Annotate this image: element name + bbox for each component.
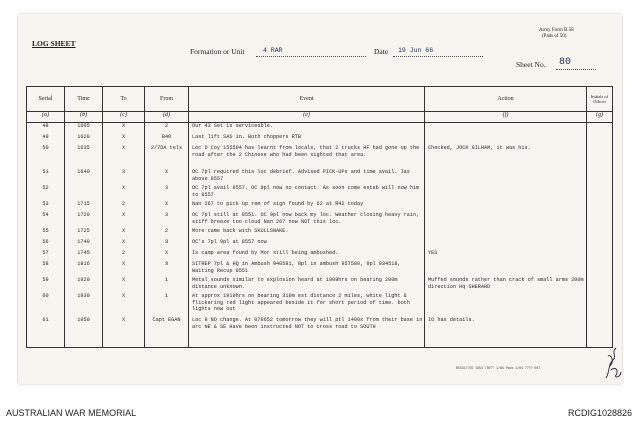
- formation-underline: [256, 56, 366, 57]
- header-row: [27, 87, 613, 112]
- initials-cell: [587, 228, 613, 239]
- serial-cell: 52: [27, 185, 65, 201]
- action-cell: Muffed sounds rather than crack of small arms 200m direction Hq SHERARD: [425, 277, 587, 293]
- event-cell: OC's 7pl 9pl at 8557 now: [189, 239, 425, 250]
- log-row: [27, 123, 613, 135]
- time-cell: 1740: [65, 239, 103, 250]
- to-cell: X: [103, 134, 145, 145]
- serial-cell: 54: [27, 212, 65, 228]
- time-cell: 1950: [65, 317, 103, 343]
- to-cell: X: [103, 239, 145, 250]
- initials-cell: [587, 293, 613, 317]
- time-cell: 1725: [65, 228, 103, 239]
- action-cell: [425, 293, 587, 317]
- to-cell: 3: [103, 169, 145, 185]
- to-cell: X: [103, 317, 145, 343]
- letter-g: (g): [587, 112, 613, 123]
- log-row: [27, 261, 613, 277]
- bottom-cell: [425, 343, 587, 348]
- letter-c: (c): [103, 112, 145, 123]
- to-cell: X: [103, 145, 145, 169]
- letter-b: (b): [65, 112, 103, 123]
- time-cell: 1816: [65, 261, 103, 277]
- log-row: [27, 212, 613, 228]
- serial-cell: 51: [27, 169, 65, 185]
- action-cell: [425, 169, 587, 185]
- action-cell: [425, 261, 587, 277]
- header-serial: Serial: [27, 87, 65, 112]
- time-cell: 1715: [65, 201, 103, 212]
- bottom-cell: [145, 343, 189, 348]
- army-form-label: Army Form B.58: [539, 28, 574, 33]
- to-cell: X: [103, 185, 145, 201]
- from-cell: 3: [145, 212, 189, 228]
- formation-label: Formation or Unit: [190, 47, 245, 56]
- time-cell: 1745: [65, 250, 103, 261]
- event-cell: Last lift SAS in. Both choppers RTB: [189, 134, 425, 145]
- serial-cell: 49: [27, 134, 65, 145]
- serial-cell: 50: [27, 145, 65, 169]
- action-cell: YES: [425, 250, 587, 261]
- bottom-cell: [65, 343, 103, 348]
- log-row: [27, 277, 613, 293]
- header-from: From: [145, 87, 189, 112]
- serial-cell: 56: [27, 239, 65, 250]
- bottom-cell: [103, 343, 145, 348]
- date-underline: [393, 56, 483, 57]
- formation-value: 4 RAR: [263, 47, 283, 54]
- event-cell: Loc 8 NO change. At 078652 tomorrow they will ptl 1400x from their base in arc NE & SE Have been instructed NOT to cross road to SOUTH: [189, 317, 425, 343]
- initials-cell: [587, 317, 613, 343]
- initials-cell: [587, 239, 613, 250]
- action-cell: [425, 201, 587, 212]
- header-time: Time: [65, 87, 103, 112]
- bottom-cell: [27, 343, 65, 348]
- from-cell: 1: [145, 293, 189, 317]
- header-to: To: [103, 87, 145, 112]
- action-cell: [425, 228, 587, 239]
- date-value: 19 Jun 66: [398, 47, 434, 54]
- header-initials: Initials of Officer: [587, 87, 613, 112]
- time-cell: [65, 185, 103, 201]
- log-row: [27, 239, 613, 250]
- initials-cell: [587, 277, 613, 293]
- serial-cell: 55: [27, 228, 65, 239]
- log-row: [27, 201, 613, 212]
- event-cell: More came back with SKULLSNAKE.: [189, 228, 425, 239]
- event-cell: OC 7pl still at 8551. OC 9pl now back my loc. Weather closing heavy rain, stiff breeze too cloud Nan 267 now NOT this loc.: [189, 212, 425, 228]
- serial-cell: 57: [27, 250, 65, 261]
- header-event: Event: [189, 87, 425, 112]
- event-cell: Metal sounds similar to explosion heard at 1909hrs on bearing 200m distance unknown.: [189, 277, 425, 293]
- to-cell: X: [103, 123, 145, 135]
- date-label: Date: [374, 47, 389, 56]
- from-cell: X: [145, 250, 189, 261]
- log-row: [27, 317, 613, 343]
- event-cell: At approx 1919hrs on bearing 310m est distance 2 miles, white light & flickering red light appeared beside it for short period of time. both lights now out: [189, 293, 425, 317]
- from-cell: 1: [145, 277, 189, 293]
- footer-institution: AUSTRALIAN WAR MEMORIAL: [6, 408, 137, 418]
- sheet-no-value: 80: [559, 57, 572, 68]
- table-bottom-border: [27, 343, 613, 348]
- event-cell: Our 43 Set is serviceable.: [189, 123, 425, 135]
- to-cell: X: [103, 212, 145, 228]
- serial-cell: 59: [27, 277, 65, 293]
- log-row: [27, 228, 613, 239]
- to-cell: 2: [103, 250, 145, 261]
- letter-f: (f): [425, 112, 587, 123]
- initials-cell: [587, 169, 613, 185]
- serial-cell: 58: [27, 261, 65, 277]
- time-cell: 1930: [65, 293, 103, 317]
- time-cell: 1605: [65, 123, 103, 135]
- serial-cell: 60: [27, 293, 65, 317]
- signature-stroke: [606, 348, 621, 378]
- initials-cell: [587, 212, 613, 228]
- initials-cell: [587, 201, 613, 212]
- event-cell: Is camp area found by Mor still being ambushed.: [189, 250, 425, 261]
- action-cell: [425, 212, 587, 228]
- initials-cell: [587, 185, 613, 201]
- header-action: Action: [425, 87, 587, 112]
- footer-record-id: RCDIG1028826: [567, 408, 632, 418]
- initials-cell: [587, 250, 613, 261]
- form-title: LOG SHEET: [32, 39, 76, 48]
- initials-cell: [587, 261, 613, 277]
- event-cell: OC 7pl required this loc debrief. Advised PICK-UPs and time avail. Ias above 8557: [189, 169, 425, 185]
- log-row: [27, 293, 613, 317]
- to-cell: X: [103, 261, 145, 277]
- from-cell: X: [145, 169, 189, 185]
- from-cell: Capt EGAN: [145, 317, 189, 343]
- pads-label: (Pads of 50): [542, 34, 567, 39]
- bottom-cell: [189, 343, 425, 348]
- event-cell: OC 7pl avail 8557. OC 9pl now no contact. As soon come estab will now him to 8557: [189, 185, 425, 201]
- to-cell: X: [103, 228, 145, 239]
- from-cell: B40: [145, 134, 189, 145]
- log-sheet-document: [18, 14, 622, 384]
- log-row: [27, 185, 613, 201]
- log-row: [27, 145, 613, 169]
- sheet-no-label: Sheet No.: [516, 60, 546, 69]
- serial-cell: 61: [27, 317, 65, 343]
- initials-cell: [587, 123, 613, 135]
- log-row: [27, 250, 613, 261]
- action-cell: [425, 239, 587, 250]
- from-cell: 2: [145, 123, 189, 135]
- letter-a: (a): [27, 112, 65, 123]
- letter-e: (e): [189, 112, 425, 123]
- time-cell: 1620: [65, 134, 103, 145]
- serial-cell: 48: [27, 123, 65, 135]
- event-cell: Loc D Coy 155594 has learnt from locals, that 2 trucks HF had gone up the road after the 2 Chinese who had been sighted that area.: [189, 145, 425, 169]
- serial-cell: 53: [27, 201, 65, 212]
- initials-cell: [587, 134, 613, 145]
- from-cell: X: [145, 201, 189, 212]
- log-row: [27, 169, 613, 185]
- letter-d: (d): [145, 112, 189, 123]
- action-cell: [425, 134, 587, 145]
- from-cell: 3: [145, 185, 189, 201]
- sheet-no-underline: [556, 69, 596, 70]
- time-cell: 1635: [65, 145, 103, 169]
- from-cell: 2: [145, 228, 189, 239]
- log-row: [27, 134, 613, 145]
- officer-signature: [602, 342, 624, 382]
- time-cell: 1920: [65, 277, 103, 293]
- event-cell: Nan 267 to pick up rem of sign found by 62 at R42 today: [189, 201, 425, 212]
- log-table: [26, 86, 613, 348]
- letters-row: [27, 112, 613, 123]
- from-cell: 3: [145, 239, 189, 250]
- to-cell: 2: [103, 201, 145, 212]
- time-cell: 1720: [65, 212, 103, 228]
- event-cell: SITREP 7pl & HQ in Ambush 940581, 8pl in ambush 957580, 9pl 934518, Waiting Recup 8551: [189, 261, 425, 277]
- action-cell: IO has details.: [425, 317, 587, 343]
- action-cell: [425, 185, 587, 201]
- from-cell: 3: [145, 261, 189, 277]
- log-body: [27, 123, 613, 348]
- printer-note: B55317/55 1954 /30?? 1/66 Pads 1/64 ???? 067: [456, 366, 541, 370]
- to-cell: X: [103, 277, 145, 293]
- time-cell: 1640: [65, 169, 103, 185]
- action-cell: Checked, JOCK GILHAM, it was his.: [425, 145, 587, 169]
- initials-cell: [587, 145, 613, 169]
- from-cell: 2/7DA tels: [145, 145, 189, 169]
- action-cell: [425, 123, 587, 135]
- to-cell: X: [103, 293, 145, 317]
